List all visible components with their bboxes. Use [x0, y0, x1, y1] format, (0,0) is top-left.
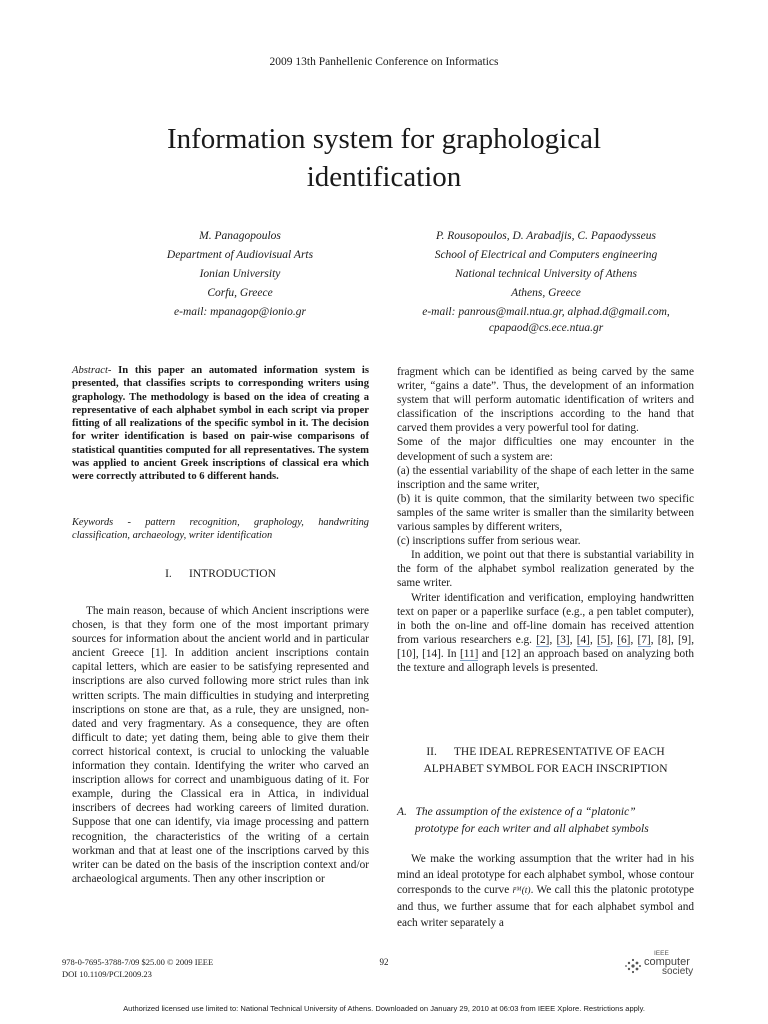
citation-link[interactable]: [6]: [617, 633, 631, 646]
conference-header: 2009 13th Panhellenic Conference on Informatics: [269, 56, 499, 68]
footer-left: [62, 956, 213, 980]
citation-link[interactable]: [2]: [536, 633, 550, 646]
title-line-2: identification: [306, 161, 462, 193]
difficulty-item-a: (a) the essential variability of the shape of each letter in the same inscription and the same writer,: [397, 464, 694, 491]
right-paragraph-3: In addition, we point out that there is substantial variability in the form of the alphabet symbol realization generated by the same writer.: [397, 549, 694, 590]
citation-link[interactable]: [7]: [637, 633, 651, 646]
author-univ: National technical University of Athens: [455, 268, 637, 280]
left-column: [72, 604, 369, 886]
author-city: Corfu, Greece: [207, 287, 273, 299]
author-name: P. Rousopoulos, D. Arabadjis, C. Papaodysseus: [435, 230, 656, 242]
keywords: Keywords - pattern recognition, graphology, handwriting classification, archaeology, writer identification: [72, 517, 369, 542]
page-number: 92: [379, 957, 389, 967]
citation-link[interactable]: [5]: [597, 633, 611, 646]
difficulty-item-c: (c) inscriptions suffer from serious wear.: [397, 535, 581, 548]
paper-title: [0, 120, 768, 196]
author-block-right: [396, 227, 696, 334]
abstract-lead: Abstract-: [72, 365, 112, 376]
section2-paragraph: We make the working assumption that the writer had in his mind an ideal prototype for each alphabet symbol, whose contour corresponds to the curve r̄ᴹ(t). We call this the platonic prototype and thus, we further assume that for each alphabet symbol and each writer separately a: [397, 853, 694, 929]
authorized-use-notice: Authorized licensed use limited to: National Technical University of Athens. Downloaded on January 29, 2010 at 06:03 from IEEE Xplore. Restrictions apply.: [123, 1004, 645, 1013]
abstract-text: In this paper an automated information system is presented, that classifies scripts to corresponding writers using graphology. The methodology is based on the idea of creating a representative of each alphabet symbol in each script via proper fitting of all realizations of the specific symbol in it. The decision for writer identification is based on pair-wise comparisons of statistical quantities computed for all representatives. The system was applied to ancient Greek inscriptions of classical era which were correctly attributed to 6 different hands.: [72, 365, 369, 483]
subsection-heading-a: A. The assumption of the existence of a “platonic” prototype for each writer and all alphabet symbols: [397, 806, 649, 835]
citation-link[interactable]: [4]: [576, 633, 590, 646]
author-email-2: cpapaod@cs.ece.ntua.gr: [488, 322, 604, 334]
section-heading-ideal-representative: II. THE IDEAL REPRESENTATIVE OF EACH ALPHABET SYMBOL FOR EACH INSCRIPTION: [423, 746, 668, 775]
right-column: [397, 365, 694, 675]
author-name: M. Panagopoulos: [199, 230, 281, 242]
doi-line: DOI 10.1109/PCI.2009.23: [62, 969, 152, 979]
right-paragraph-4: Writer identification and verification, employing handwritten text on paper or a paperlike surface (e.g., a pen tablet computer), in both the on-line and off-line domain has received attention from various researchers e.g. [2], [3], [4], [5], [6], [7], [8], [9], [10], [14]. In [11] and [12] an approach based on analyzing both the texture and allograph levels is presented.: [397, 591, 695, 674]
author-email: e-mail: panrous@mail.ntua.gr, alphad.d@gmail.com,: [422, 306, 670, 318]
curve-symbol: r̄ᴹ(t): [512, 886, 531, 897]
author-email: e-mail: mpanagop@ionio.gr: [174, 306, 306, 318]
author-univ: Ionian University: [199, 268, 281, 280]
section-heading-introduction: I. INTRODUCTION: [165, 568, 276, 580]
citation-link[interactable]: [3]: [556, 633, 570, 646]
right-paragraph-2: Some of the major difficulties one may encounter in the development of such a system are:: [397, 436, 694, 463]
abstract: [72, 364, 369, 484]
right-paragraph-1: fragment which can be identified as being carved by the same writer, “gains a date”. Thus, the development of an information system that will perform automatic identification of writers and classification of the inscriptions according to the hand that carved them provides a very powerful tool for dating.: [397, 366, 694, 435]
ieee-computer-society-logo: IEEE computer society: [624, 950, 704, 980]
citation-link[interactable]: [11]: [459, 647, 479, 660]
title-line-1: Information system for graphological: [166, 123, 602, 155]
author-dept: Department of Audiovisual Arts: [166, 249, 314, 261]
difficulty-item-b: (b) it is quite common, that the similarity between two specific samples of the same writer is smaller than the similarity between various samples by different writers,: [397, 492, 694, 534]
isbn-line: 978-0-7695-3788-7/09 $25.00 © 2009 IEEE: [62, 957, 214, 967]
author-dept: School of Electrical and Computers engineering: [434, 249, 658, 261]
author-block-left: [110, 227, 370, 322]
intro-paragraph: The main reason, because of which Ancient inscriptions were chosen, is that they form one of the most important primary sources for information about the ancient world and in particular ancient Greece [1]. In addition ancient inscriptions contain capital letters, which are easier to be satisfying represented and inscriptions are also curved following more strict rules than ink written scripts. The main difficulties in studying and interpreting inscriptions on stone are that, as a rule, they are unsigned, non-dated and very fragmentary. As a consequence, they are often difficult to date; yet dating them, being able to give them their correct historical context, is crucial to unlocking the valuable information they contain. Identifying the writer who carved an inscription allows for correct and unambiguous dating of it. For example, during the Classical era in Attica, in individual inscribers of decrees had working careers of limited duration. Suppose that one can identify, via image processing and pattern recognition, the characteristics of the writing of a certain workman and that at least one of the inscriptions carved by this writer can be dated on the basis of the inscription context and/or archaeological arguments. Then any other inscription or: [72, 605, 369, 885]
author-city: Athens, Greece: [511, 287, 581, 299]
